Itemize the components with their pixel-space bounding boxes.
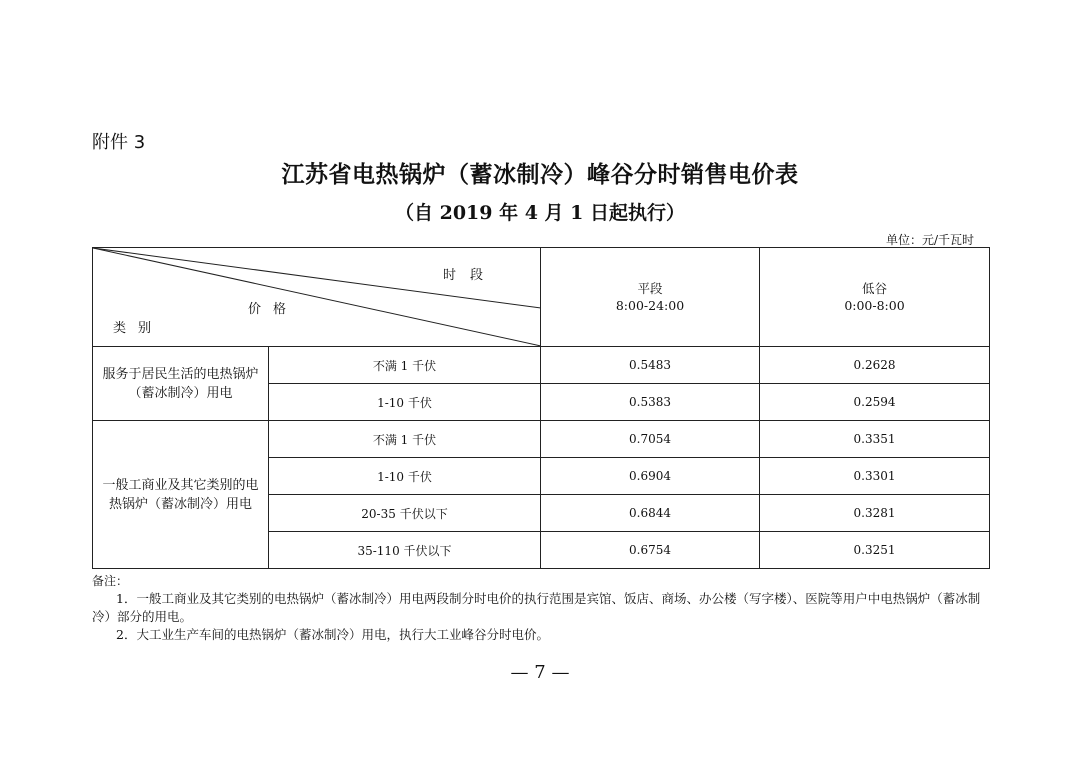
valley-price-cell: 0.3351 [760, 421, 990, 458]
column-header-flat [541, 248, 760, 347]
valley-price-cell: 0.2628 [760, 347, 990, 384]
column-flat-range: 8:00-24:00 [615, 298, 685, 313]
column-flat-name: 平段 [637, 281, 663, 296]
attachment-label: 附件 3 [92, 132, 146, 153]
capacity-cell: 1-10 千伏 [269, 458, 541, 495]
valley-price-cell: 0.3251 [760, 532, 990, 569]
notes-heading: 备注： [92, 574, 129, 588]
flat-price-cell: 0.6844 [541, 495, 760, 532]
capacity-cell: 1-10 千伏 [269, 384, 541, 421]
note-item: 2．大工业生产车间的电热锅炉（蓄冰制冷）用电，执行大工业峰谷分时电价。 [116, 627, 549, 642]
valley-price-cell: 0.2594 [760, 384, 990, 421]
flat-price-cell: 0.5483 [541, 347, 760, 384]
flat-price-cell: 0.7054 [541, 421, 760, 458]
column-valley-range: 0:00-8:00 [844, 298, 905, 313]
category-commercial: 一般工商业及其它类别的电热锅炉（蓄冰制冷）用电 [93, 421, 269, 569]
document-title: 江苏省电热锅炉（蓄冰制冷）峰谷分时销售电价表 [281, 162, 799, 188]
column-valley-name: 低谷 [861, 281, 887, 296]
capacity-cell: 35-110 千伏以下 [269, 532, 541, 569]
notes-section [92, 572, 992, 644]
corner-time-label: 时段 [443, 268, 498, 283]
valley-price-cell: 0.3301 [760, 458, 990, 495]
corner-category-label: 类别 [113, 321, 164, 336]
table-row [93, 421, 990, 458]
flat-price-cell: 0.6754 [541, 532, 760, 569]
flat-price-cell: 0.6904 [541, 458, 760, 495]
note-item: 1．一般工商业及其它类别的电热锅炉（蓄冰制冷）用电两段制分时电价的执行范围是宾馆、饭店、商场、办公楼（写字楼）、医院等用户中电热锅炉（蓄冰制冷）部分的用电。 [92, 591, 981, 624]
capacity-cell: 20-35 千伏以下 [269, 495, 541, 532]
document-subtitle: （自 2019 年 4 月 1 日起执行） [394, 202, 685, 224]
corner-price-label: 价格 [248, 302, 299, 317]
price-table [92, 247, 990, 569]
table-header-row [93, 248, 990, 347]
table-row [93, 347, 990, 384]
capacity-cell: 不满 1 千伏 [269, 347, 541, 384]
valley-price-cell: 0.3281 [760, 495, 990, 532]
column-header-valley [760, 248, 990, 347]
unit-label: 单位：元/千瓦时 [885, 233, 974, 247]
page-number: — 7 — [510, 662, 570, 683]
category-residential: 服务于居民生活的电热锅炉（蓄冰制冷）用电 [93, 347, 269, 421]
flat-price-cell: 0.5383 [541, 384, 760, 421]
capacity-cell: 不满 1 千伏 [269, 421, 541, 458]
corner-header-cell [93, 248, 541, 347]
